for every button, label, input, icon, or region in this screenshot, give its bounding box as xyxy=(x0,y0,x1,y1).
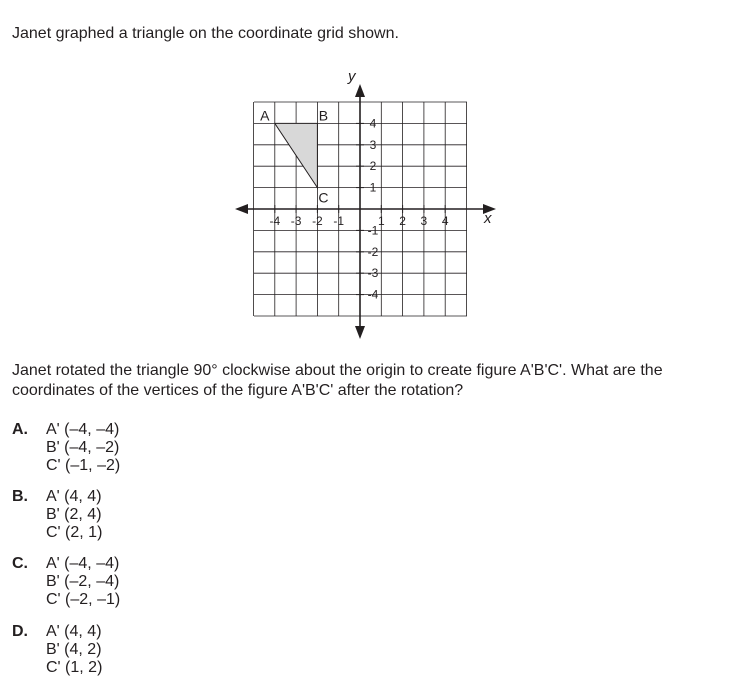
y-tick-label: -2 xyxy=(367,244,379,259)
y-tick-label: -1 xyxy=(367,223,379,238)
choice-letter: B. xyxy=(12,488,28,505)
axes xyxy=(235,68,496,339)
y-tick-label: 2 xyxy=(369,159,377,174)
choice-letter: D. xyxy=(12,623,28,640)
x-tick-label: 3 xyxy=(420,214,428,228)
intro-text: Janet graphed a triangle on the coordinate grid shown. xyxy=(12,25,399,42)
vertex-labels xyxy=(260,107,328,205)
choice-b-line-3: C' (2, 1) xyxy=(46,524,103,541)
x-tick-labels xyxy=(269,214,448,228)
choice-letter: C. xyxy=(12,555,28,572)
y-axis-bottom-arrow xyxy=(355,326,365,339)
y-tick-label: 1 xyxy=(369,180,377,195)
choice-c-line-1: A' (–4, –4) xyxy=(46,555,120,572)
choice-letter: A. xyxy=(12,421,28,438)
vertex-label-a: A xyxy=(260,107,270,124)
x-tick-label: 4 xyxy=(441,214,449,228)
y-axis-label: y xyxy=(348,68,356,85)
choice-d-line-1: A' (4, 4) xyxy=(46,623,102,640)
choice-d-line-2: B' (4, 2) xyxy=(46,641,102,658)
choice-c-line-3: C' (–2, –1) xyxy=(46,591,121,608)
choice-a-line-2: B' (–4, –2) xyxy=(46,439,120,456)
y-tick-label: 3 xyxy=(369,137,377,152)
x-tick-label: 2 xyxy=(399,214,406,228)
y-tick-label: 4 xyxy=(369,116,377,131)
coordinate-grid xyxy=(230,64,510,344)
x-axis-left-arrow xyxy=(235,204,248,214)
x-tick-label: -3 xyxy=(290,214,302,228)
choice-a-line-3: C' (–1, –2) xyxy=(46,457,121,474)
y-tick-label: -4 xyxy=(367,287,379,302)
x-axis-label: x xyxy=(484,210,492,227)
x-tick-label: -4 xyxy=(269,214,281,228)
choice-d-line-3: C' (1, 2) xyxy=(46,659,103,676)
vertex-label-c: C xyxy=(318,189,329,206)
x-tick-label: -1 xyxy=(333,214,345,228)
choice-a-line-1: A' (–4, –4) xyxy=(46,421,120,438)
question-text: Janet rotated the triangle 90° clockwise about the origin to create figure A'B'C'. What are the coordinates of the vertices of the figure A'B'C' after the rotation? xyxy=(12,362,663,399)
x-tick-label: 1 xyxy=(377,214,385,228)
vertex-label-b: B xyxy=(318,107,329,124)
choice-c-line-2: B' (–2, –4) xyxy=(46,573,120,590)
x-tick-label: -2 xyxy=(312,214,323,228)
choice-b-line-2: B' (2, 4) xyxy=(46,506,102,523)
choice-b-line-1: A' (4, 4) xyxy=(46,488,102,505)
y-axis-top-arrow xyxy=(355,84,365,97)
y-tick-label: -3 xyxy=(367,266,379,281)
